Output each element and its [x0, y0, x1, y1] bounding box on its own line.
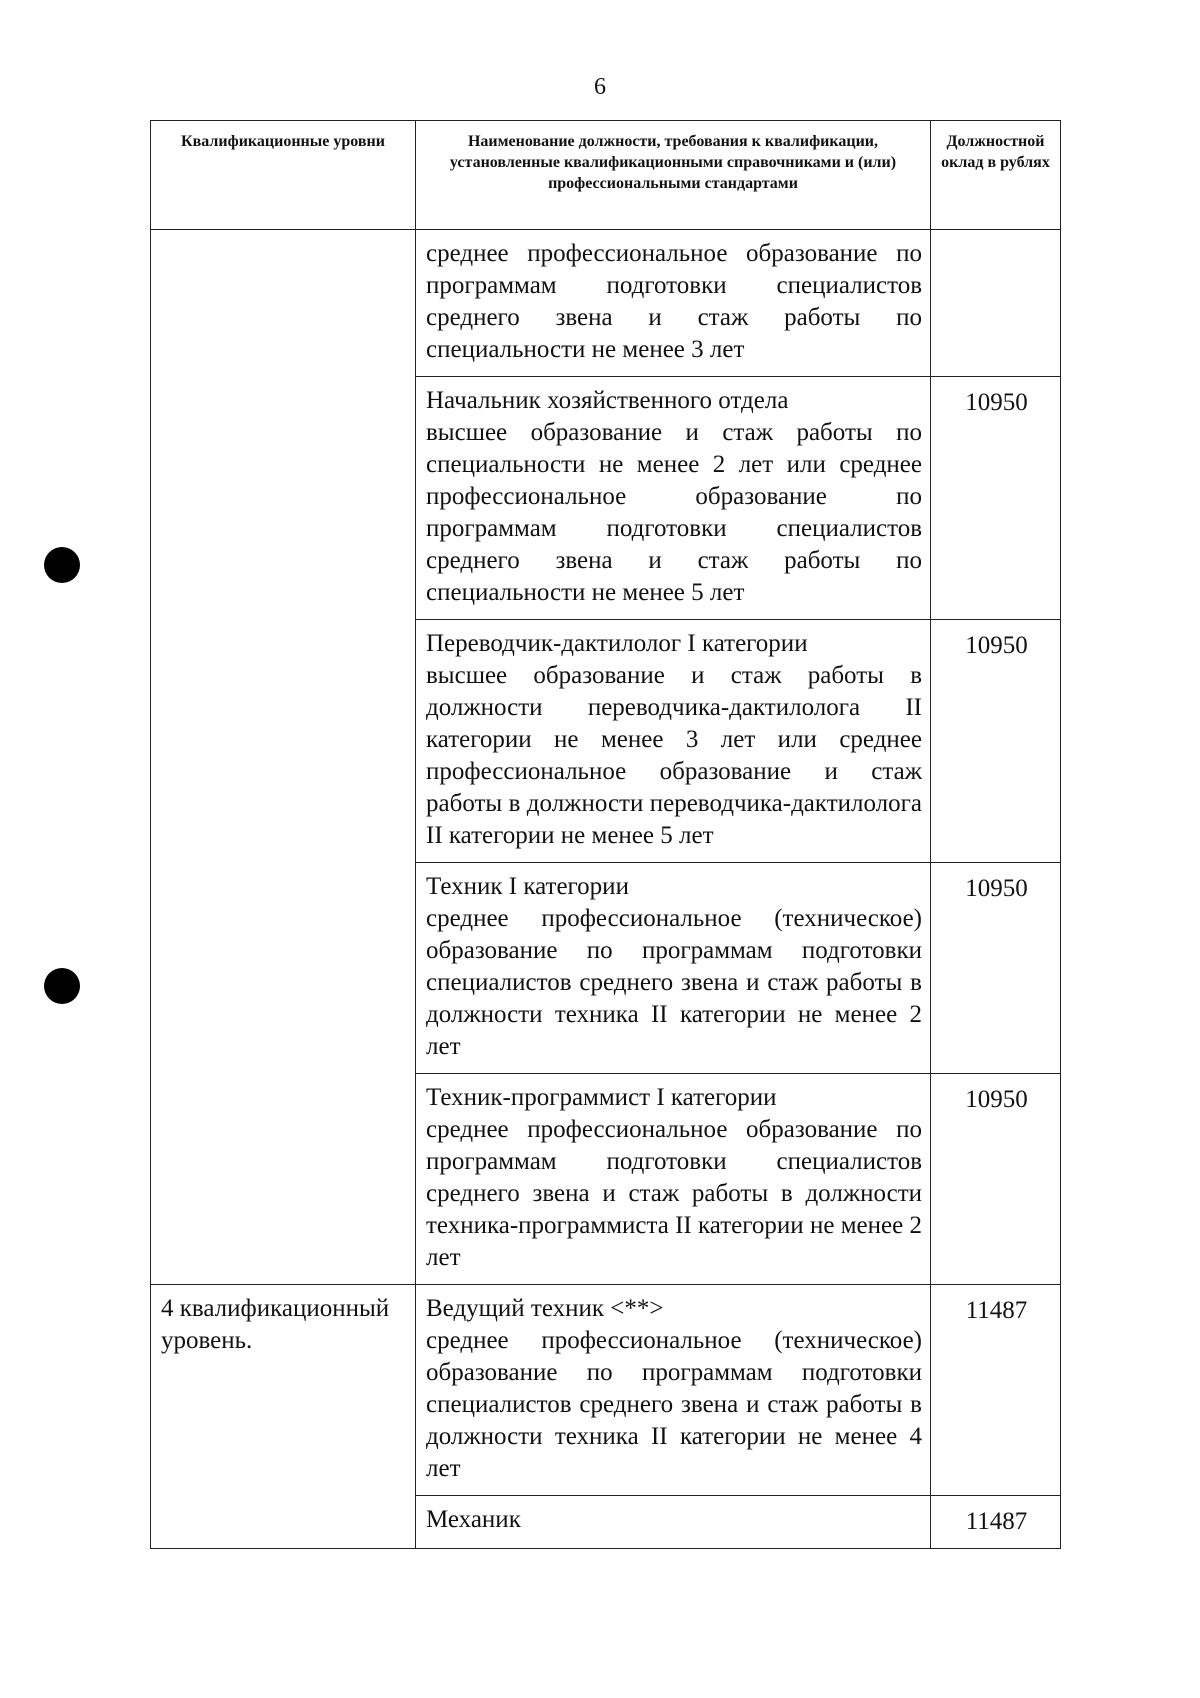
header-salary: Должностной оклад в рублях	[931, 121, 1061, 230]
salary-cell: 10950	[931, 377, 1061, 620]
position-title: Переводчик-дактилолог I категории	[426, 630, 808, 657]
level-cell	[151, 377, 416, 620]
salary-cell: 11487	[931, 1496, 1061, 1549]
salary-cell: 10950	[931, 620, 1061, 863]
position-title: Механик	[426, 1506, 521, 1533]
salary-cell	[931, 230, 1061, 377]
qualification-table	[150, 120, 1061, 1549]
position-requirements: высшее образование и стаж работы в должности переводчика-дактилолога II категории не менее 3 лет или среднее профессиональное образование и стаж работы в должности переводчика-дактилолога II категории не менее 5 лет	[426, 662, 922, 849]
position-cell	[416, 1285, 931, 1496]
position-cell	[416, 863, 931, 1074]
table-row	[151, 863, 1061, 1074]
table-row	[151, 377, 1061, 620]
position-requirements: среднее профессиональное образование по программам подготовки специалистов среднего звена и стаж работы в должности техника-программиста II категории не менее 2 лет	[426, 1116, 922, 1271]
salary-cell: 10950	[931, 863, 1061, 1074]
position-requirements: среднее профессиональное образование по программам подготовки специалистов среднего звена и стаж работы по специальности не менее 3 лет	[426, 240, 922, 363]
punch-hole-bottom	[44, 968, 80, 1004]
position-cell	[416, 1496, 931, 1549]
level-cell	[151, 230, 416, 377]
table-row	[151, 1496, 1061, 1549]
position-cell	[416, 1074, 931, 1285]
level-cell: 4 квалификационный уровень.	[151, 1285, 416, 1496]
table-row	[151, 1074, 1061, 1285]
position-cell	[416, 620, 931, 863]
position-title: Ведущий техник <**>	[426, 1295, 664, 1322]
level-cell	[151, 1074, 416, 1285]
level-cell	[151, 863, 416, 1074]
header-level: Квалификационные уровни	[151, 121, 416, 230]
position-title: Техник I категории	[426, 873, 629, 900]
position-requirements: среднее профессиональное (техническое) образование по программам подготовки специалистов среднего звена и стаж работы в должности техника II категории не менее 4 лет	[426, 1327, 922, 1482]
position-cell	[416, 377, 931, 620]
header-position: Наименование должности, требования к квалификации, установленные квалификационными справочниками и (или) профессиональными стандартами	[416, 121, 931, 230]
position-requirements: высшее образование и стаж работы по специальности не менее 2 лет или среднее профессиональное образование по программам подготовки специалистов среднего звена и стаж работы по специальности не менее 5 лет	[426, 419, 922, 606]
table-row	[151, 620, 1061, 863]
salary-cell: 10950	[931, 1074, 1061, 1285]
table-row	[151, 1285, 1061, 1496]
position-requirements: среднее профессиональное (техническое) образование по программам подготовки специалистов среднего звена и стаж работы в должности техника II категории не менее 2 лет	[426, 905, 922, 1060]
level-cell	[151, 620, 416, 863]
table-header-row	[151, 121, 1061, 230]
page-number: 6	[594, 74, 606, 100]
salary-cell: 11487	[931, 1285, 1061, 1496]
level-cell	[151, 1496, 416, 1549]
position-cell	[416, 230, 931, 377]
punch-hole-top	[44, 547, 80, 583]
position-title: Техник-программист I категории	[426, 1084, 777, 1111]
table-row	[151, 230, 1061, 377]
position-title: Начальник хозяйственного отдела	[426, 387, 789, 414]
